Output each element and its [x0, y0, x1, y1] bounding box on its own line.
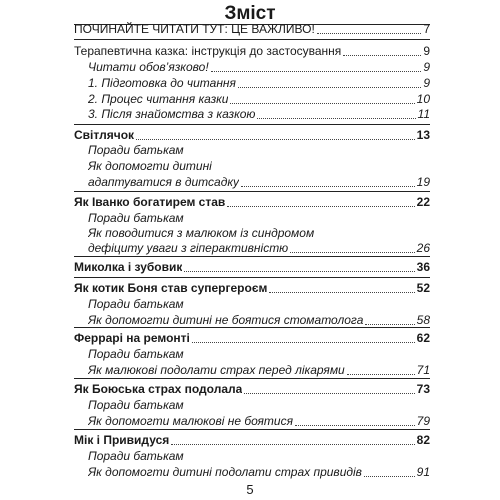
toc-entry-title: Поради батькам: [88, 297, 184, 311]
toc-entry-title: Як Іванко богатирем став: [74, 195, 226, 209]
toc-page-number: 7: [423, 22, 430, 36]
dot-leader: [171, 444, 414, 445]
dot-leader: [365, 324, 414, 325]
toc-entry-title: Поради батькам: [88, 398, 184, 412]
toc-page-number: 11: [417, 107, 430, 121]
toc-entry[interactable]: [74, 280, 430, 296]
dot-leader: [227, 206, 414, 207]
dot-leader: [257, 118, 415, 119]
dot-leader: [184, 271, 414, 272]
dot-leader: [290, 252, 414, 253]
toc-page-number: 13: [416, 128, 430, 142]
toc-entry-title: Як малюкові подолати страх перед лікарями: [88, 363, 345, 377]
toc-page-number: 9: [423, 60, 430, 74]
toc-page-number: 36: [416, 260, 430, 274]
toc-entry-title: Мік і Привидуся: [74, 433, 170, 447]
toc-subentry[interactable]: [88, 448, 430, 464]
toc-page-number: 71: [416, 363, 430, 377]
toc-page-number: 62: [416, 331, 430, 345]
section-divider: [74, 277, 430, 278]
dot-leader: [241, 186, 415, 187]
toc-entry[interactable]: [74, 432, 430, 448]
dot-leader: [347, 374, 415, 375]
toc-entry-title: Поради батькам: [88, 211, 184, 225]
toc-entry-title: Читати обов’язково!: [88, 60, 209, 74]
section-divider: [74, 39, 430, 40]
toc-entry[interactable]: [74, 259, 430, 275]
toc-subentry[interactable]: [88, 210, 430, 226]
toc-page-number: 79: [416, 414, 430, 428]
dot-leader: [295, 425, 415, 426]
toc-entry[interactable]: [74, 127, 430, 143]
toc-subentry[interactable]: [88, 225, 430, 241]
page-title: Зміст: [224, 3, 276, 24]
toc-entry[interactable]: [74, 330, 430, 346]
toc-entry-title: дефіциту уваги з гіперактивністю: [88, 241, 289, 255]
toc-subentry[interactable]: [88, 312, 430, 328]
toc-entry-title: Як допомогти малюкові не боятися: [88, 414, 294, 428]
toc-page-number: 19: [416, 175, 430, 189]
toc-entry-title: Світлячок: [74, 128, 135, 142]
toc-page-number: 52: [416, 281, 430, 295]
toc-page-number: 58: [416, 313, 430, 327]
dot-leader: [211, 71, 422, 72]
toc-page-number: 9: [423, 44, 430, 58]
page-number: 5: [246, 482, 254, 497]
toc-subentry[interactable]: [88, 158, 430, 174]
dot-leader: [244, 393, 414, 394]
toc-entry-title: Як Боюська страх подолала: [74, 382, 243, 396]
toc-page-number: 9: [423, 76, 430, 90]
toc-entry[interactable]: [74, 194, 430, 210]
toc-entry-title: Як допомогти дитині: [88, 159, 212, 173]
section-divider: [74, 124, 430, 125]
toc-entry-title: Як котик Боня став супергероєм: [74, 281, 268, 295]
section-divider: [74, 378, 430, 379]
toc-entry-title: Феррарі на ремонті: [74, 331, 190, 345]
toc-page-number: 22: [416, 195, 430, 209]
toc-entry-title: Терапевтична казка: інструкція до застосування: [74, 44, 342, 58]
toc-entry-title: адаптуватися в дитсадку: [88, 175, 240, 189]
toc-subentry[interactable]: [88, 91, 430, 107]
toc-subentry[interactable]: [88, 240, 430, 256]
toc-subentry[interactable]: [88, 346, 430, 362]
toc-entry-title: Поради батькам: [88, 143, 184, 157]
toc-entry[interactable]: [74, 43, 430, 59]
toc-subentry[interactable]: [88, 397, 430, 413]
toc-entry-title: 2. Процес читання казки: [88, 92, 229, 106]
section-divider: [74, 256, 430, 257]
section-divider: [74, 429, 430, 430]
toc-entry-title: Як поводитися з малюком із синдромом: [88, 226, 315, 240]
toc-entry-title: Як допомогти дитині подолати страх привидів: [88, 465, 362, 479]
section-divider: [74, 327, 430, 328]
dot-leader: [343, 55, 421, 56]
toc-entry[interactable]: [74, 381, 430, 397]
toc-entry-title: 3. Після знайомства з казкою: [88, 107, 256, 121]
toc-subentry[interactable]: [88, 106, 430, 122]
toc-subentry[interactable]: [88, 142, 430, 158]
toc-page-number: 73: [416, 382, 430, 396]
dot-leader: [269, 292, 414, 293]
toc-subentry[interactable]: [88, 413, 430, 429]
toc-page-number: 26: [416, 241, 430, 255]
toc-entry-title: Як допомогти дитині не боятися стоматолога: [88, 313, 364, 327]
toc-page-number: 82: [416, 433, 430, 447]
toc-subentry[interactable]: [88, 296, 430, 312]
dot-leader: [238, 87, 421, 88]
toc-entry-title: 1. Підготовка до читання: [88, 76, 236, 90]
toc-entry-title: Поради батькам: [88, 449, 184, 463]
toc-subentry[interactable]: [88, 75, 430, 91]
toc-entry-title: Миколка і зубовик: [74, 260, 183, 274]
toc-entry-title: Поради батькам: [88, 347, 184, 361]
toc-page-number: 10: [416, 92, 430, 106]
section-divider: [74, 191, 430, 192]
toc-entry[interactable]: [74, 21, 430, 37]
toc-subentry[interactable]: [88, 362, 430, 378]
toc-subentry[interactable]: [88, 464, 430, 480]
dot-leader: [317, 33, 421, 34]
toc-subentry[interactable]: [88, 59, 430, 75]
toc-subentry[interactable]: [88, 174, 430, 190]
dot-leader: [136, 139, 415, 140]
toc-page-number: 91: [416, 465, 430, 479]
dot-leader: [364, 476, 415, 477]
toc-entry-title: ПОЧИНАЙТЕ ЧИТАТИ ТУТ: ЦЕ ВАЖЛИВО!: [74, 22, 315, 36]
dot-leader: [192, 342, 415, 343]
dot-leader: [230, 103, 414, 104]
